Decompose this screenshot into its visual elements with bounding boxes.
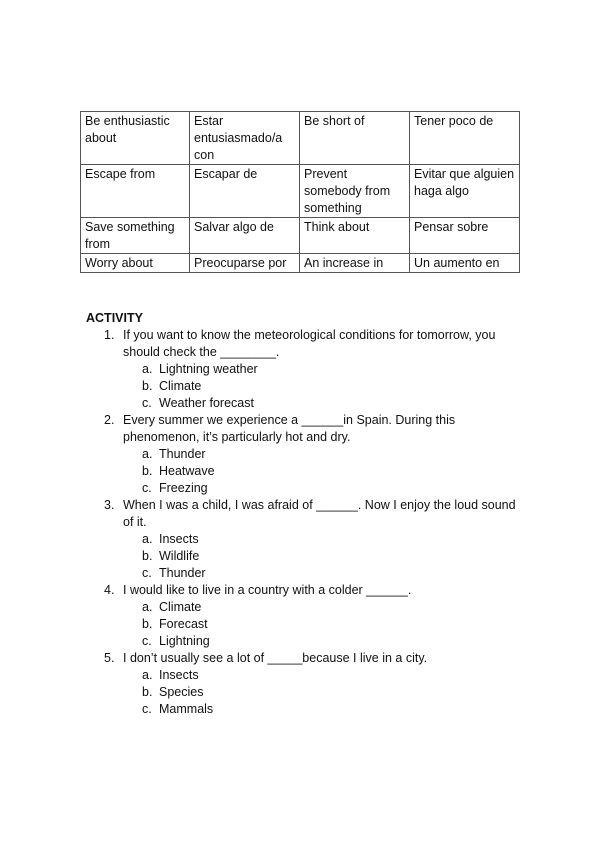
option-item — [142, 480, 526, 497]
option-letter: b. — [142, 464, 153, 478]
option-text: Insects — [159, 668, 199, 682]
table-cell: Think about — [300, 218, 410, 254]
option-list — [123, 599, 526, 650]
table-cell: An increase in — [300, 254, 410, 273]
vocabulary-table — [80, 111, 520, 273]
table-cell: Prevent somebody from something — [300, 165, 410, 218]
option-list — [123, 667, 526, 718]
table-cell: Pensar sobre — [410, 218, 520, 254]
option-item — [142, 667, 526, 684]
option-text: Lightning weather — [159, 362, 258, 376]
option-letter: a. — [142, 532, 153, 546]
table-cell: Preocuparse por — [190, 254, 300, 273]
table-row — [81, 112, 520, 165]
question-text: Every summer we experience a ______in Spain. During this phenomenon, it’s particularly hot and dry. — [123, 413, 456, 444]
option-list — [123, 446, 526, 497]
option-text: Heatwave — [159, 464, 215, 478]
option-letter: b. — [142, 379, 153, 393]
option-item — [142, 463, 526, 480]
question-number: 2. — [104, 413, 115, 427]
table-cell: Evitar que alguien haga algo — [410, 165, 520, 218]
table-row — [81, 165, 520, 218]
option-text: Species — [159, 685, 204, 699]
option-letter: a. — [142, 600, 153, 614]
option-letter: a. — [142, 362, 153, 376]
option-text: Weather forecast — [159, 396, 254, 410]
option-text: Forecast — [159, 617, 208, 631]
question-number: 5. — [104, 651, 115, 665]
option-item — [142, 633, 526, 650]
table-cell: Estar entusiasmado/a con — [190, 112, 300, 165]
option-text: Climate — [159, 379, 202, 393]
option-item — [142, 531, 526, 548]
option-item — [142, 446, 526, 463]
option-letter: c. — [142, 634, 152, 648]
question-item — [104, 497, 526, 582]
activity-section — [86, 310, 526, 718]
option-text: Thunder — [159, 566, 206, 580]
question-list — [86, 327, 526, 718]
question-item — [104, 412, 526, 497]
table-cell: Be short of — [300, 112, 410, 165]
option-letter: a. — [142, 668, 153, 682]
option-letter: b. — [142, 617, 153, 631]
option-item — [142, 701, 526, 718]
option-letter: c. — [142, 396, 152, 410]
question-item — [104, 327, 526, 412]
option-text: Wildlife — [159, 549, 200, 563]
option-letter: a. — [142, 447, 153, 461]
question-number: 3. — [104, 498, 115, 512]
option-item — [142, 684, 526, 701]
option-item — [142, 565, 526, 582]
question-text: If you want to know the meteorological conditions for tomorrow, you should check the ________. — [123, 328, 496, 359]
question-number: 1. — [104, 328, 115, 342]
table-cell: Un aumento en — [410, 254, 520, 273]
activity-title: ACTIVITY — [86, 311, 143, 325]
question-text: I would like to live in a country with a colder ______. — [123, 583, 412, 597]
question-item — [104, 582, 526, 650]
option-item — [142, 548, 526, 565]
table-cell: Save something from — [81, 218, 190, 254]
option-letter: c. — [142, 566, 152, 580]
option-text: Insects — [159, 532, 199, 546]
question-text: I don’t usually see a lot of _____because I live in a city. — [123, 651, 428, 665]
option-letter: c. — [142, 702, 152, 716]
question-text: When I was a child, I was afraid of ______. Now I enjoy the loud sound of it. — [123, 498, 516, 529]
option-text: Freezing — [159, 481, 208, 495]
question-number: 4. — [104, 583, 115, 597]
option-list — [123, 531, 526, 582]
table-cell: Salvar algo de — [190, 218, 300, 254]
table-cell: Worry about — [81, 254, 190, 273]
option-letter: b. — [142, 549, 153, 563]
table-cell: Be enthusiastic about — [81, 112, 190, 165]
option-item — [142, 378, 526, 395]
option-letter: b. — [142, 685, 153, 699]
option-text: Climate — [159, 600, 202, 614]
option-text: Thunder — [159, 447, 206, 461]
option-list — [123, 361, 526, 412]
option-text: Mammals — [159, 702, 214, 716]
option-letter: c. — [142, 481, 152, 495]
table-cell: Escape from — [81, 165, 190, 218]
question-item — [104, 650, 526, 718]
option-item — [142, 599, 526, 616]
table-row — [81, 218, 520, 254]
table-row — [81, 254, 520, 273]
option-item — [142, 361, 526, 378]
table-cell: Escapar de — [190, 165, 300, 218]
option-text: Lightning — [159, 634, 210, 648]
table-cell: Tener poco de — [410, 112, 520, 165]
option-item — [142, 616, 526, 633]
option-item — [142, 395, 526, 412]
